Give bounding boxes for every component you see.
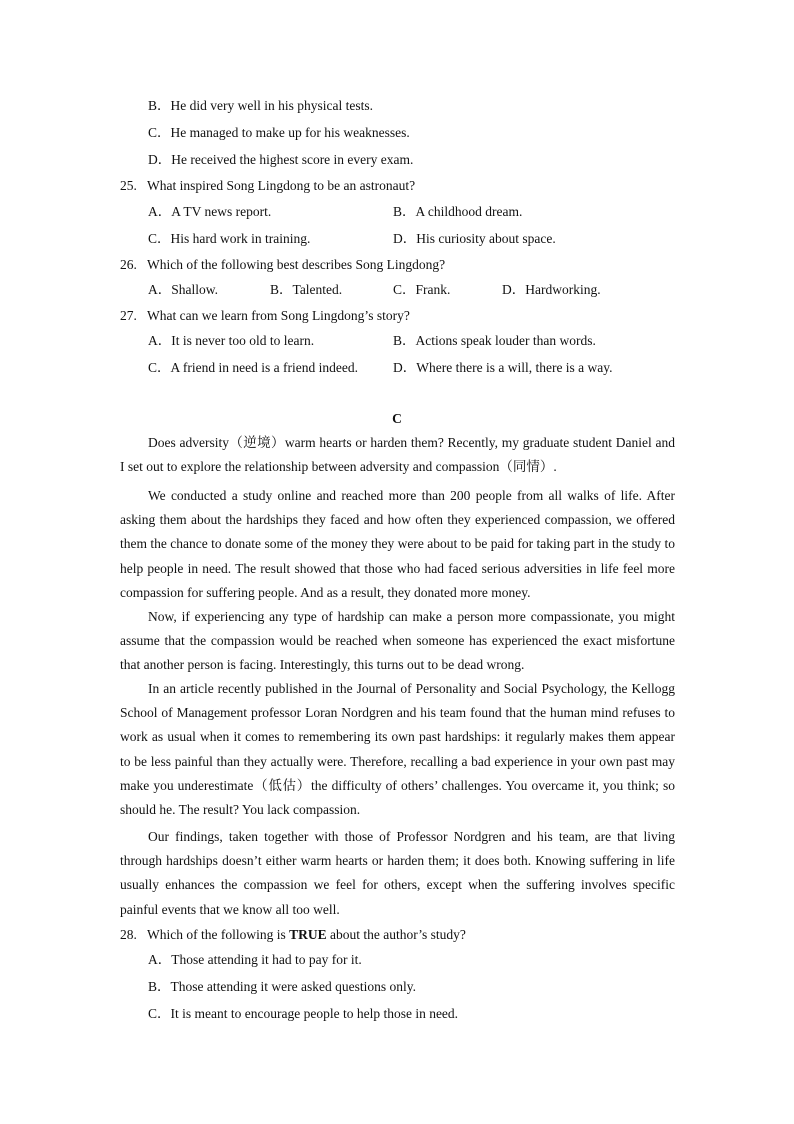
option-letter: A． [148,282,172,297]
question-text-emphasis: TRUE [289,927,327,942]
option-letter: B． [393,333,416,348]
q24-option-b [148,99,373,113]
option-letter: B． [270,282,293,297]
option-text: Those attending it were asked questions only. [170,979,416,994]
option-letter: A． [148,333,172,348]
question-27-stem [120,309,410,323]
question-text-after: about the author’s study? [326,927,466,942]
option-letter: D． [393,360,417,375]
q28-option-b [148,980,416,994]
question-number: 28. [120,927,137,942]
q28-option-c [148,1007,458,1021]
question-26-stem [120,258,445,272]
option-text: Those attending it had to pay for it. [171,952,362,967]
option-letter: D． [393,231,417,246]
q28-option-a [148,953,362,967]
option-letter: A． [148,204,172,219]
option-text: A friend in need is a friend indeed. [170,360,358,375]
question-number: 25. [120,178,137,193]
passage-paragraph-4: In an article recently published in the Journal of Personality and Social Psychology, the Kellogg School of Management professor Loran Nordgren and his team found that the human mind refuses to work as usual when it comes to remembering its own past hardships: it regularly makes them appear to be less painful than they actually were. Therefore, recalling a bad experience in your own past may make you underestimate（低估）the difficulty of others’ challenges. You overcame it, you think; so should he. The result? You lack compassion. [120,681,675,818]
q25-option-c [148,232,310,246]
option-letter: C． [148,1006,171,1021]
question-text: What inspired Song Lingdong to be an astronaut? [147,178,416,193]
passage-paragraph-2: We conducted a study online and reached more than 200 people from all walks of life. After asking them about the hardships they faced and how often they experienced compassion, we offered them the chance to donate some of the money they were about to be paid for taking part in the study to help people in need. The result showed that those who had faced serious adversities in life feel more compassion for suffering people. And as a result, they donated more money. [120,488,675,600]
option-text: Shallow. [171,282,218,297]
q25-option-a [148,205,271,219]
option-text: Frank. [415,282,451,297]
option-text: Talented. [292,282,343,297]
question-25-stem [120,179,415,193]
option-text: It is never too old to learn. [171,333,315,348]
q24-option-d [148,153,413,167]
option-letter: C． [148,125,171,140]
option-letter: A． [148,952,172,967]
q24-option-c [148,126,410,140]
option-letter: D． [148,152,172,167]
q27-option-b [393,334,596,348]
q27-option-d [393,361,613,375]
option-letter: D． [502,282,526,297]
option-text: A childhood dream. [415,204,523,219]
option-text: His hard work in training. [170,231,311,246]
q25-option-d [393,232,556,246]
option-text: He received the highest score in every exam. [171,152,414,167]
question-text-before: Which of the following is [147,927,290,942]
option-text: Hardworking. [525,282,601,297]
option-letter: B． [148,979,171,994]
question-28-stem [120,928,466,942]
q27-option-c [148,361,358,375]
question-text: Which of the following best describes Song Lingdong? [147,257,446,272]
option-letter: B． [393,204,416,219]
passage-title: C [392,411,402,426]
option-text: His curiosity about space. [416,231,556,246]
q26-option-b [270,283,342,297]
q25-option-b [393,205,522,219]
option-text: A TV news report. [171,204,272,219]
option-text: Actions speak louder than words. [415,333,596,348]
option-letter: C． [148,360,171,375]
q26-option-a [148,283,218,297]
passage-paragraph-1: Does adversity（逆境）warm hearts or harden them? Recently, my graduate student Daniel and I set out to explore the relationship between adversity and compassion（同情）. [120,435,675,475]
option-text: It is meant to encourage people to help those in need. [170,1006,459,1021]
question-number: 26. [120,257,137,272]
option-text: Where there is a will, there is a way. [416,360,613,375]
option-letter: B． [148,98,171,113]
option-text: He managed to make up for his weaknesses. [170,125,410,140]
passage-paragraph-5: Our findings, taken together with those of Professor Nordgren and his team, are that living through hardships doesn’t either warm hearts or harden them; it does both. Knowing suffering in life usually enhances the compassion we feel for others, except when the suffering involves specific painful events that we know all too well. [120,829,675,917]
option-letter: C． [148,231,171,246]
q27-option-a [148,334,314,348]
q26-option-d [502,283,601,297]
question-number: 27. [120,308,137,323]
question-text: What can we learn from Song Lingdong’s story? [147,308,410,323]
passage-paragraph-3: Now, if experiencing any type of hardship can make a person more compassionate, you might assume that the compassion would be reached when someone has experienced the exact misfortune that another person is facing. Interestingly, this turns out to be dead wrong. [120,609,675,673]
option-text: He did very well in his physical tests. [170,98,373,113]
q26-option-c [393,283,450,297]
option-letter: C． [393,282,416,297]
